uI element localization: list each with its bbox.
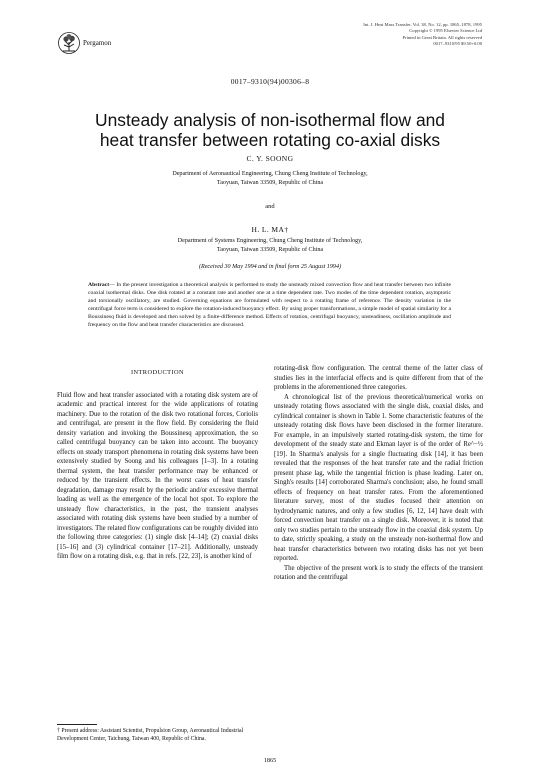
elsevier-tree-logo-icon xyxy=(58,31,80,55)
printed-line: Printed in Great Britain. All rights reserved xyxy=(402,34,482,40)
intro-paragraph-3: A chronological list of the previous theoretical/numerical works on unsteady rotating flows associated with the single disk, coaxial disks, and cylindrical container is shown in Table 1. Some characteristic features of the unsteady rotating disk flows have been disclosed in the former literature. For example, in an impulsively started rotating-disk system, the time for development of the steady state and Ekman layer is of the order of Re^−½ [19]. In Sharma's analysis for a single fluctuating disk [14], it has been revealed that the responses of the heat transfer rate and the radial friction present phase lag, while the tangential friction is phase leading. Later on, Singh's results [14] corroborated Sharma's conclusion; also, he found small effects of frequency on heat transfer rates. From the aforementioned literature survey, most of the studies focused their attention on hydrodynamic natures, and only a few studies [6, 12, 14] have dealt with forced convection heat transfer on a single disk. Moreover, it is noted that only two studies pertain to the unsteady flow in the coaxial disk system. Up to date, strictly speaking, a study on the unsteady non-isothermal flow and heat transfer characteristics between two rotating disks has not yet been reported. xyxy=(274,393,483,562)
issn-price-line: 0017–9310/95 $9.50+0.00 xyxy=(433,41,482,47)
author-2-affiliation-line-2: Taoyuan, Taiwan 33509, Republic of China xyxy=(216,246,324,253)
abstract xyxy=(88,282,451,329)
title-line-2: heat transfer between rotating co-axial disks xyxy=(99,130,441,150)
introduction-heading: INTRODUCTION xyxy=(130,369,185,376)
footnote: † Present address: Assistant Scientist, Propulsion Group, Aeronautical Industrial Development Center, Taichung, Taiwan 400, Republic of China. xyxy=(57,728,244,742)
footnote-rule xyxy=(57,724,97,725)
received-dates: (Received 30 May 1994 and in final form 25 August 1994) xyxy=(198,264,342,270)
intro-paragraph-2: rotating-disk flow configuration. The central theme of the latter class of studies lies in the interfacial effects and is quite different from that of the problems in the aforementioned three categories. xyxy=(274,365,483,391)
intro-paragraph-1: Fluid flow and heat transfer associated with a rotating disk system are of academic and practical interest for the wide applications of rotating machinery. Due to the rotation of the disk two rotational forces, Coriolis and centrifugal, are present in the flow field. By considering the fluid density variation and invoking the Boussinesq approximation, the so called centrifugal buoyancy can be taken into account. The buoyancy effects on steady transport phenomena in rotating disk systems have been extensively studied by Soong and his colleagues [1–3]. In a rotating thermal system, the heat transfer performance may be enhanced or reduced by the transient effects. In the worst cases of heat transfer degradation, damage may result by the periodic and/or excessive thermal loading as well as the emergence of the local hot spot. To explore the unsteady flow characteristics, in the past, the transient analyses associated with rotating disk systems have been studied by a number of investigators. The related flow configurations can be roughly divided into the following three categories: (1) single disk [4–14]; (2) coaxial disks [15–16] and (3) cylindrical container [17–21]. Additionally, unsteady film flow on a rotating disk, e.g. that in refs. [22, 23], is another kind of xyxy=(57,391,258,560)
journal-info xyxy=(363,22,482,48)
author-2-affiliation xyxy=(0,237,540,254)
and-separator: and xyxy=(265,203,275,210)
paper-title xyxy=(0,110,540,150)
author-2-name: H. L. MA† xyxy=(251,225,289,234)
journal-citation: Int. J. Heat Mass Transfer. Vol. 38, No. 12, pp. 1865–1878, 1995 xyxy=(363,22,482,27)
pii-code: 0017–9310(94)00306–8 xyxy=(230,77,310,86)
left-column xyxy=(57,368,258,562)
right-column xyxy=(274,364,483,583)
publisher-name: Pergamon xyxy=(83,39,112,47)
author-2-affiliation-line-1: Department of Systems Engineering, Chung Cheng Institute of Technology, xyxy=(177,238,363,244)
title-line-1: Unsteady analysis of non-isothermal flow and xyxy=(95,110,445,130)
abstract-label: Abstract xyxy=(88,282,110,288)
page-number: 1865 xyxy=(263,757,277,764)
abstract-text: — In the present investigation a theoretical analysis is performed to study the unsteady mixed convection flow and heat transfer between two infinite coaxial isothermal disks. One disk rotated at a constant rate and another one at a time dependent rate. Two modes of the time dependent rotation, asymptotic and torsionally oscillatory, are studied. Governing equations are formulated with respect to a rotating frame of reference. The density variation in the centrifugal force term is considered to explore the rotation-induced buoyancy effect. By using proper transformations, a simple model of spatial similarity for a Boussinesq fluid is developed and then solved by a finite-difference method. Effects of rotation, centrifugal buoyancy, unsteadiness, oscillation amplitude and frequency on the flow and heat transfer characteristics are discussed. xyxy=(88,282,451,328)
author-1-affiliation xyxy=(0,170,540,187)
author-1-name: C. Y. SOONG xyxy=(246,154,294,163)
intro-paragraph-4: The objective of the present work is to study the effects of the transient rotation and the centrifugal xyxy=(274,564,483,581)
copyright-line: Copyright © 1995 Elsevier Science Ltd xyxy=(409,28,482,34)
author-1-affiliation-line-1: Department of Aeronautical Engineering, Chung Cheng Institute of Technology, xyxy=(172,171,368,177)
author-1-affiliation-line-2: Taoyuan, Taiwan 33509, Republic of China xyxy=(216,179,324,186)
